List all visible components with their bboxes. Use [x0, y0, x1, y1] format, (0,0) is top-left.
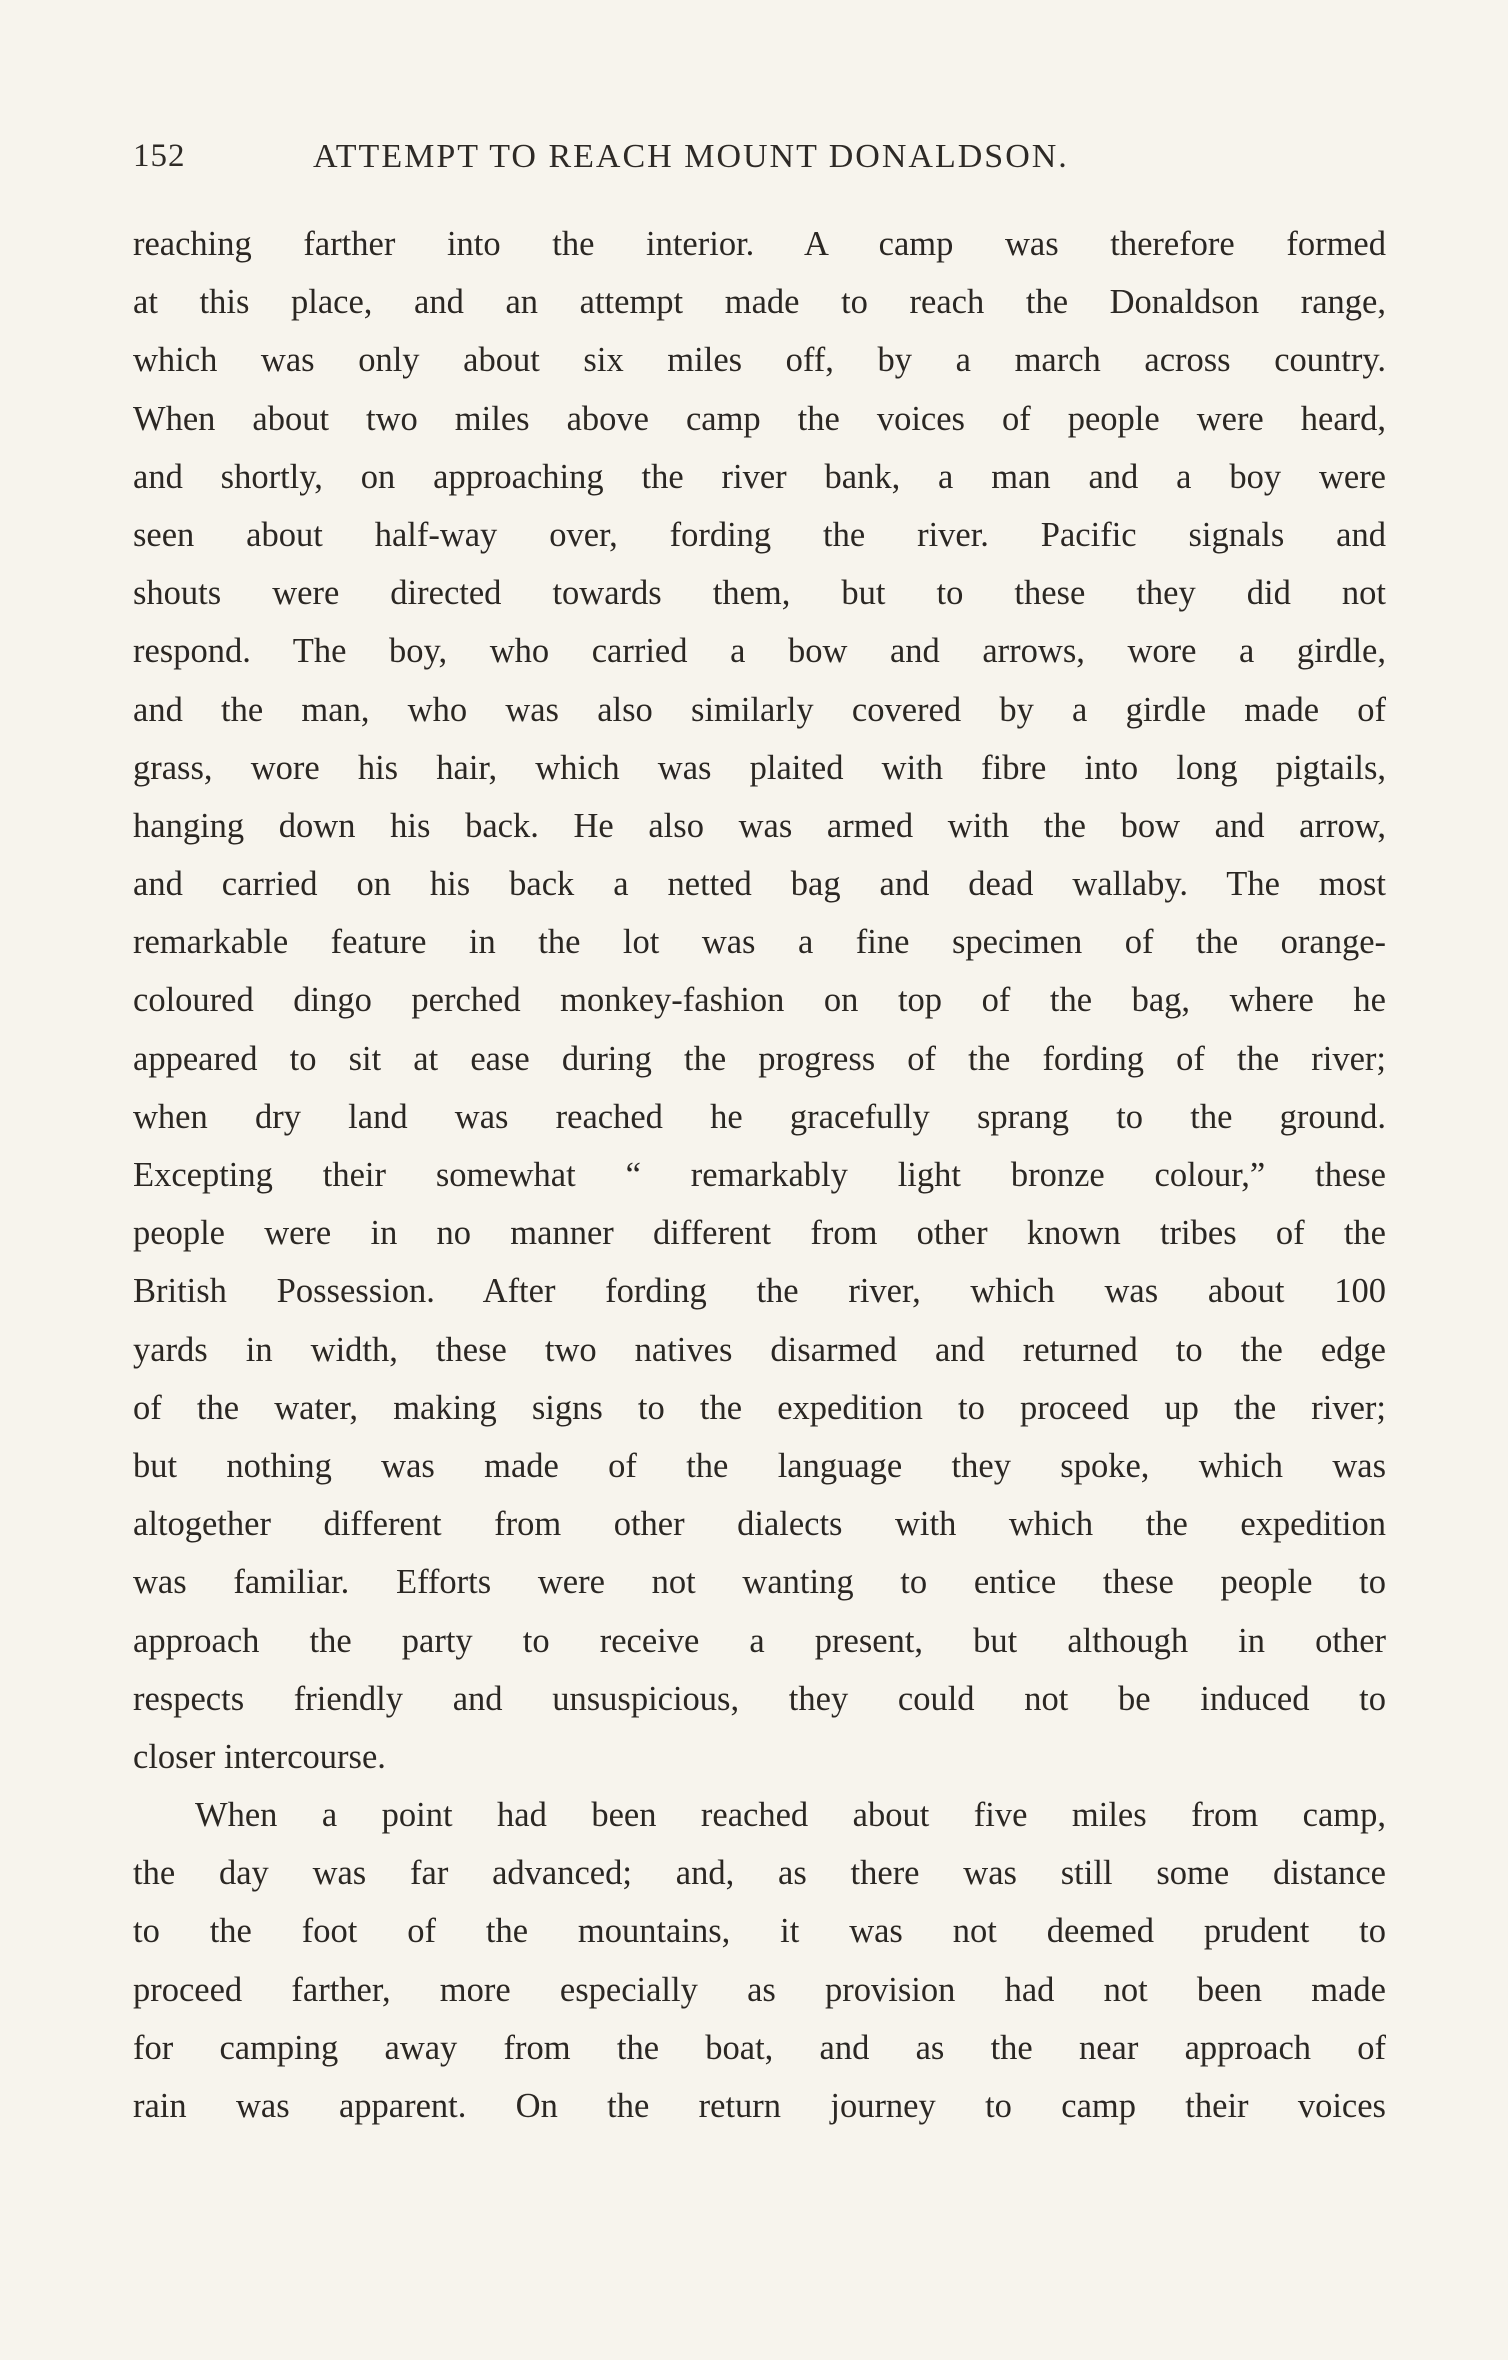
text-line: proceed farther, more especially as provision had not been made	[133, 1970, 1386, 2009]
text-line: coloured dingo perched monkey-fashion on top of the bag, where he	[133, 981, 1386, 1020]
text-line: appeared to sit at ease during the progress of the fording of the river;	[133, 1039, 1386, 1078]
text-line: the day was far advanced; and, as there was still some distance	[133, 1854, 1386, 1893]
text-line: seen about half-way over, fording the river. Pacific signals and	[133, 515, 1386, 554]
text-line: and carried on his back a netted bag and dead wallaby. The most	[133, 865, 1386, 904]
text-line: rain was apparent. On the return journey to camp their voices	[133, 2087, 1386, 2125]
text-line: respond. The boy, who carried a bow and arrows, wore a girdle,	[133, 632, 1386, 671]
page-number: 152	[133, 138, 186, 174]
paragraph	[133, 1786, 1386, 2135]
page-header	[133, 138, 1383, 188]
text-line: was familiar. Efforts were not wanting to entice these people to	[133, 1563, 1386, 1602]
text-line: approach the party to receive a present, but although in other	[133, 1621, 1386, 1660]
text-line: of the water, making signs to the expedition to proceed up the river;	[133, 1388, 1386, 1427]
text-line: which was only about six miles off, by a march across country.	[133, 341, 1386, 380]
text-line: and the man, who was also similarly covered by a girdle made of	[133, 690, 1386, 729]
text-line: yards in width, these two natives disarmed and returned to the edge	[133, 1330, 1386, 1369]
text-line: at this place, and an attempt made to reach the Donaldson range,	[133, 283, 1386, 322]
text-line: remarkable feature in the lot was a fine specimen of the orange-	[133, 923, 1386, 962]
text-line: hanging down his back. He also was armed with the bow and arrow,	[133, 806, 1386, 845]
text-line: but nothing was made of the language they spoke, which was	[133, 1446, 1386, 1485]
text-line: grass, wore his hair, which was plaited with fibre into long pigtails,	[133, 748, 1386, 787]
running-title: ATTEMPT TO REACH MOUNT DONALDSON.	[313, 138, 1069, 175]
text-line: British Possession. After fording the river, which was about 100	[133, 1272, 1386, 1311]
text-line: When about two miles above camp the voices of people were heard,	[133, 399, 1386, 438]
text-line: when dry land was reached he gracefully sprang to the ground.	[133, 1097, 1386, 1136]
text-line: When a point had been reached about five miles from camp,	[195, 1796, 1386, 1835]
text-line: reaching farther into the interior. A camp was therefore formed	[133, 225, 1386, 263]
text-line: altogether different from other dialects with which the expedition	[133, 1505, 1386, 1544]
text-line: and shortly, on approaching the river bank, a man and a boy were	[133, 457, 1386, 496]
text-line: closer intercourse.	[133, 1737, 386, 1776]
text-line: for camping away from the boat, and as the near approach of	[133, 2028, 1386, 2067]
text-line: people were in no manner different from other known tribes of the	[133, 1214, 1386, 1253]
body-text	[133, 215, 1386, 2135]
text-line: to the foot of the mountains, it was not deemed prudent to	[133, 1912, 1386, 1951]
text-line: Excepting their somewhat “ remarkably light bronze colour,” these	[133, 1156, 1386, 1194]
text-line: respects friendly and unsuspicious, they could not be induced to	[133, 1679, 1386, 1718]
paragraph	[133, 215, 1386, 1786]
text-line: shouts were directed towards them, but to these they did not	[133, 574, 1386, 613]
